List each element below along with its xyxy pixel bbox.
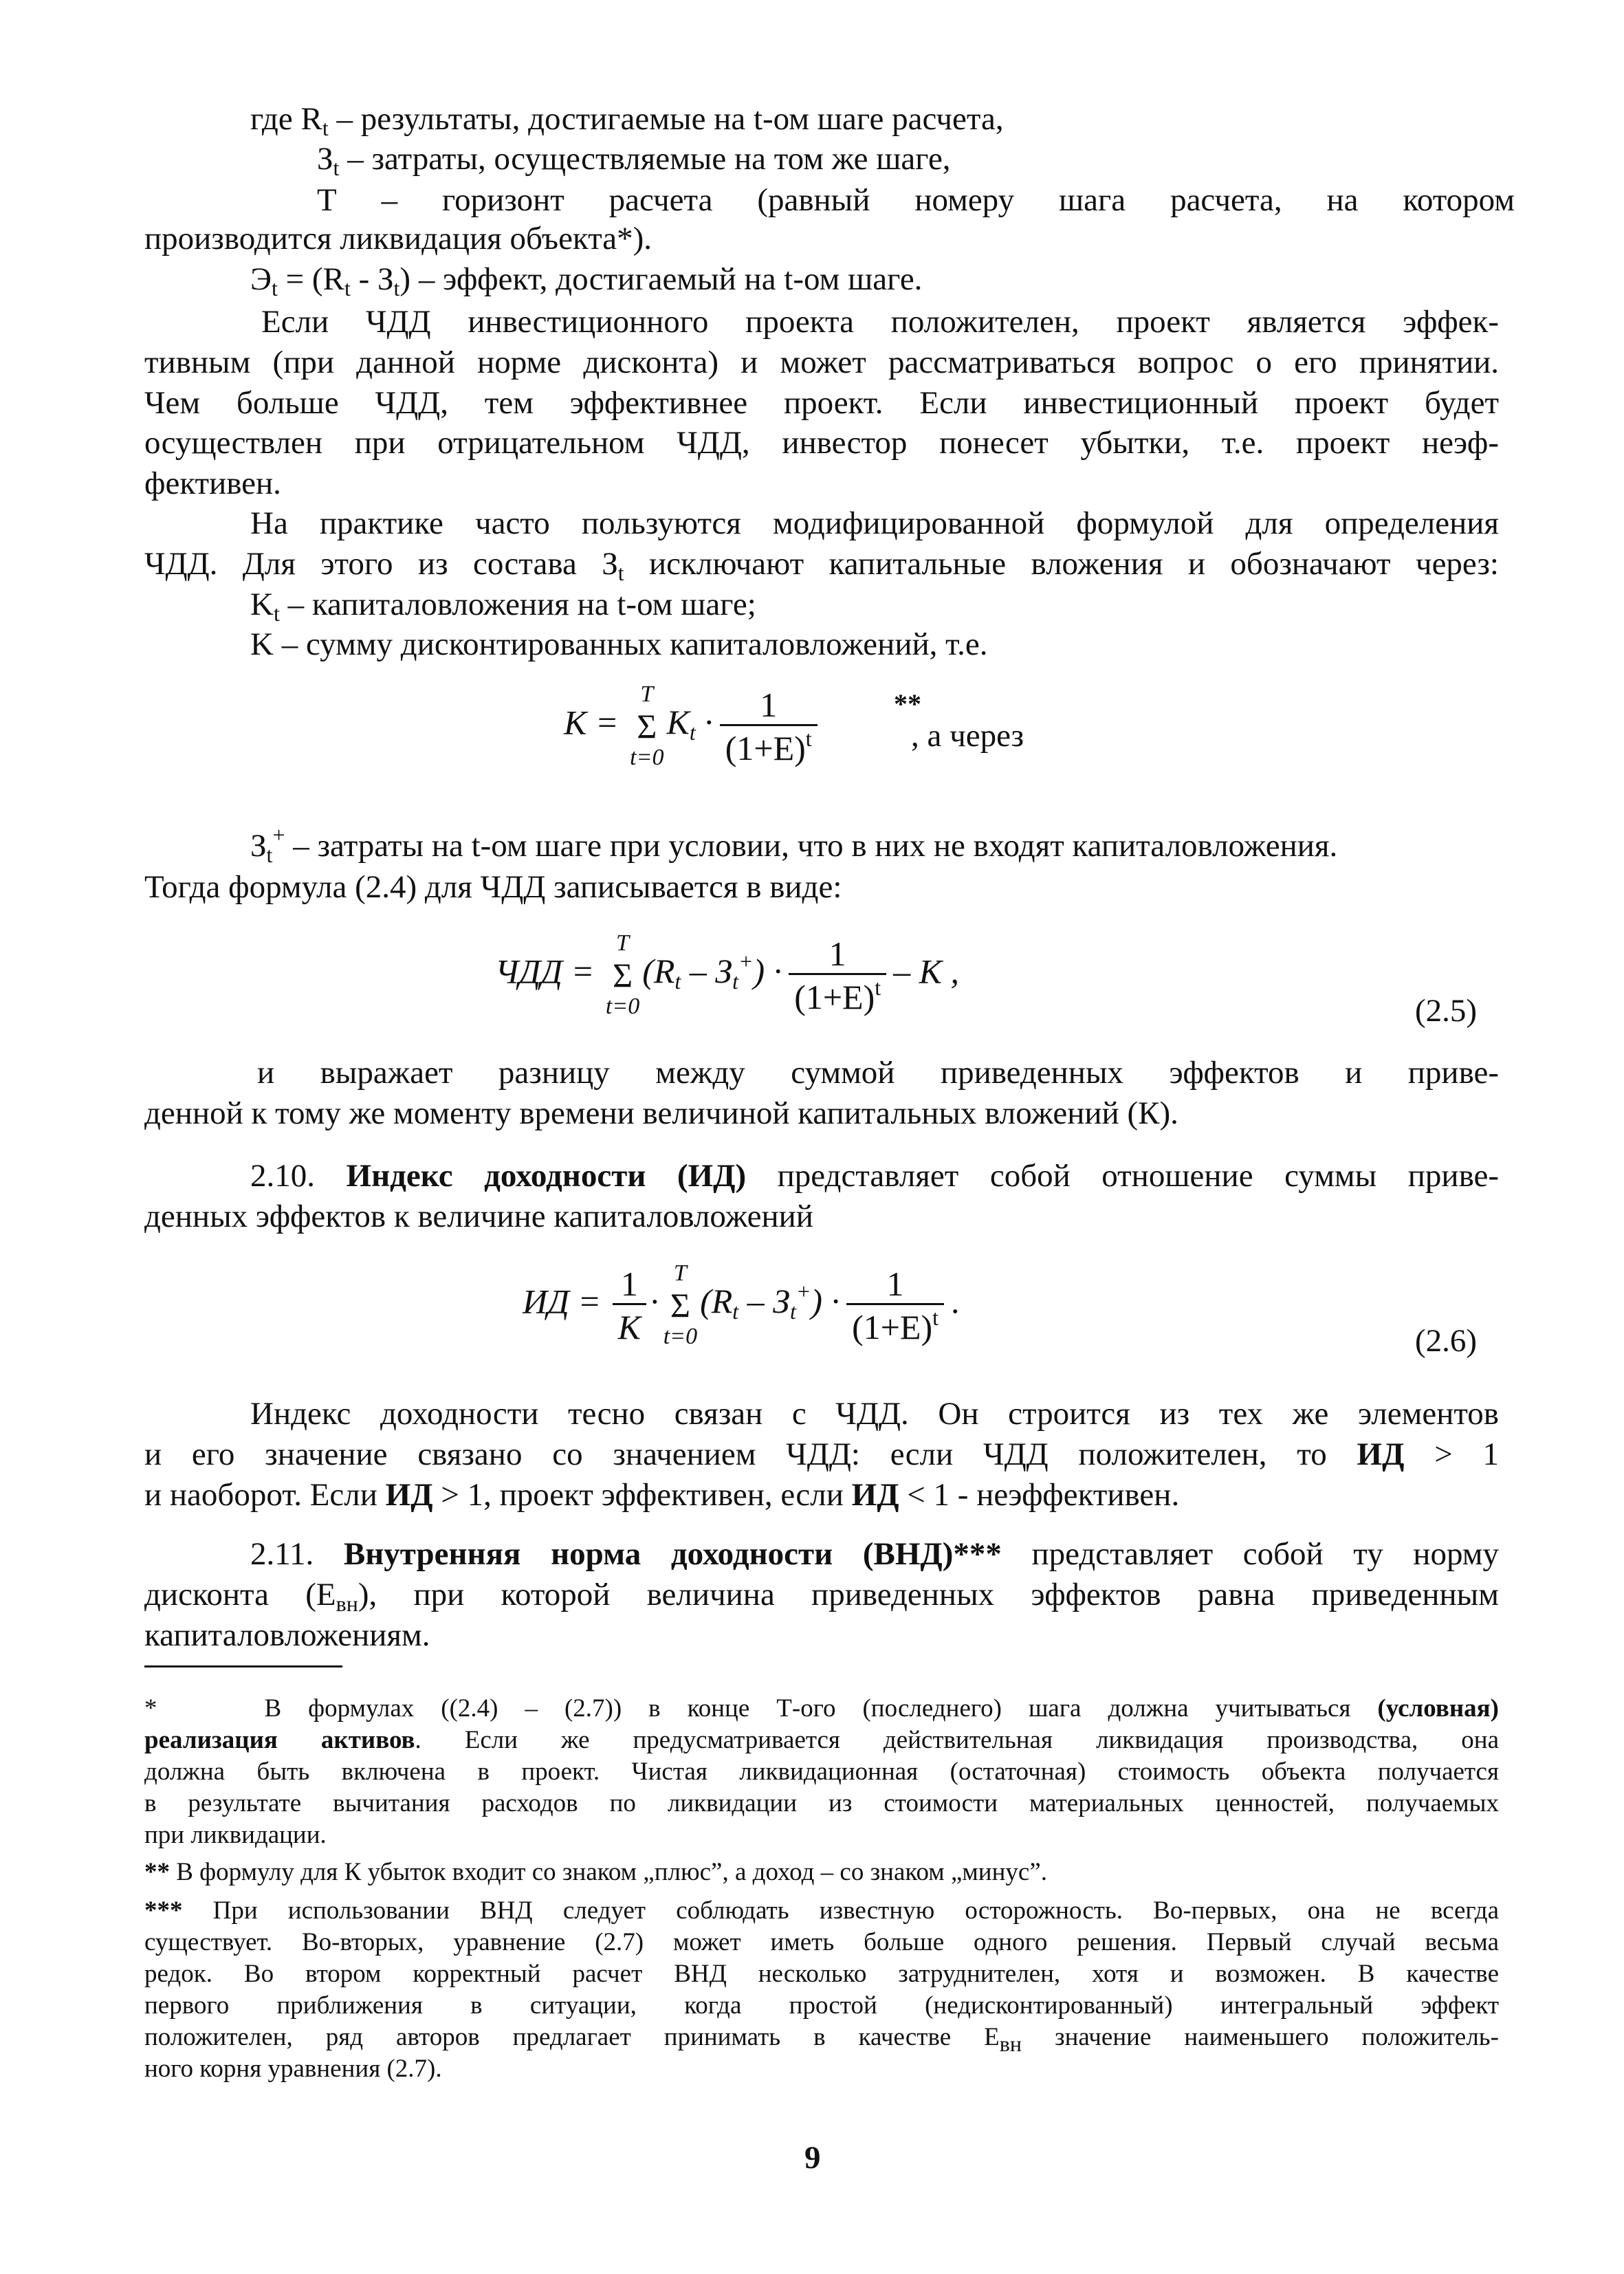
footnote-1-line: реализация активов. Если же предусматривается действительная ликвидация производства, она: [144, 1726, 1499, 1754]
para3-line: Тогда формула (2.4) для ЧДД записывается в виде:: [144, 869, 842, 905]
para2-line: K – сумму дисконтированных капиталовложений, т.е.: [250, 626, 988, 662]
para5-line: 2.10. Индекс доходности (ИД) представляет собой отношение суммы приве-: [250, 1158, 1499, 1194]
sum-symbol: T Σ t=0: [630, 681, 664, 770]
para6-line: и его значение связано со значением ЧДД: если ЧДД положителен, то ИД > 1: [144, 1436, 1499, 1472]
para1-line: фективен.: [144, 466, 281, 501]
footnote-3-line: *** При использовании ВНД следует соблюдать известную осторожность. Во-первых, она не всегда: [144, 1896, 1499, 1925]
footnote-1-line: * В формулах ((2.4) – (2.7)) в конце Т-ого (последнего) шага должна учитываться (условная): [144, 1694, 1499, 1723]
para1-line: тивным (при данной норме дисконта) и может рассматриваться вопрос о его принятии.: [144, 345, 1499, 380]
def-line-effect: $Э_t = (R_t - З_t)$ – эффект, достигаемый на t-ом шаге.: [250, 261, 923, 300]
para7-line: 2.11. Внутренняя норма доходности (ВНД)*** представляет собой ту норму: [250, 1536, 1499, 1572]
def-line-liquidation: производится ликвидация объекта*).: [144, 221, 652, 256]
page-number: 9: [804, 2140, 821, 2176]
footnote-3-line: существует. Во-вторых, уравнение (2.7) может иметь больше одного решения. Первый случай весьма: [144, 1928, 1499, 1956]
def-line-horizon: Т – горизонт расчета (равный номеру шага расчета, на котором: [317, 182, 1515, 218]
footnote-2: ** В формулу для К убыток входит со знаком „плюс”, а доход – со знаком „минус”.: [144, 1858, 1047, 1886]
para6-line: Индекс доходности тесно связан с ЧДД. Он строится из тех же элементов: [250, 1396, 1499, 1432]
formula-k-term: $K_t$ ·: [666, 703, 713, 745]
equation-number: (2.6): [1415, 1323, 1478, 1359]
footnote-3-line: редок. Во втором корректный расчет ВНД несколько затруднителен, хотя и возможен. В качестве: [144, 1960, 1499, 1988]
para2-line: $K_t$ – капиталовложения на t-ом шаге;: [250, 587, 756, 626]
sum-symbol: T Σ t=0: [663, 1260, 698, 1349]
sum-symbol: T Σ t=0: [605, 930, 640, 1019]
para3-line: $З_t^+$ – затраты на t-ом шаге при условии, что в них не входят капиталовложения.: [250, 822, 1338, 867]
equation-number: (2.5): [1415, 993, 1478, 1029]
footnote-3-line: ного корня уравнения (2.7).: [144, 2055, 442, 2083]
formula-k-tail: , а через: [911, 718, 1024, 754]
footnote-1-line: в результате вычитания расходов по ликвидации из стоимости материальных ценностей, получаемых: [144, 1789, 1499, 1817]
fraction: $\frac{1}{(1+E)^t}$: [846, 1265, 944, 1346]
fraction: $\frac{1}{(1+E)^t}$: [789, 934, 886, 1016]
footnote-1-line: при ликвидации.: [144, 1821, 327, 1849]
footnote-divider: [144, 1665, 342, 1668]
para4-line: денной к тому же моменту времени величиной капитальных вложений (К).: [144, 1095, 1178, 1131]
formula-2-6: ИД = $\frac{1}{K}$ · T Σ t=0 $(R_t - З_t^+)$ · $\frac{1}{(1+E)^t}$ .: [523, 1260, 960, 1349]
para1-line: осуществлен при отрицательном ЧДД, инвестор понесет убытки, т.е. проект неэф-: [144, 425, 1499, 461]
formula-k-lhs: K =: [564, 703, 628, 742]
def-line-costs: $З_t$ – затраты, осуществляемые на том же шаге,: [317, 141, 951, 180]
para4-line: и выражает разницу между суммой приведенных эффектов и приве-: [257, 1055, 1499, 1091]
para2-line: На практике часто пользуются модифицированной формулой для определения: [250, 505, 1499, 541]
para7-line: дисконта $(Е_{вн})$, при которой величина приведенных эффектов равна приведенным: [144, 1577, 1499, 1616]
para1-line: Если ЧДД инвестиционного проекта положителен, проект является эффек-: [261, 304, 1499, 340]
para1-line: Чем больше ЧДД, тем эффективнее проект. Если инвестиционный проект будет: [144, 385, 1499, 421]
para2-line: ЧДД. Для этого из состава $З_t$ исключают капитальные вложения и обозначают через:: [144, 546, 1499, 585]
formula-k: [564, 681, 824, 772]
formula-2-5: ЧДД = T Σ t=0 $(R_t - З_t^+)$ · $\frac{1}{(1+E)^t}$ – K ,: [495, 930, 959, 1019]
para5-line: денных эффектов к величине капиталовложений: [144, 1199, 813, 1234]
fraction: $\frac{1}{K}$: [613, 1265, 646, 1346]
formula-k-footnote-mark: **: [894, 688, 921, 719]
def-line-results: где $R_t$ – результаты, достигаемые на t-ом шаге расчета,: [250, 101, 1004, 140]
footnote-3-line: первого приближения в ситуации, когда простой (недисконтированный) интегральный эффект: [144, 1991, 1499, 2020]
para7-line: капиталовложениям.: [144, 1617, 430, 1653]
footnote-3-line: положителен, ряд авторов предлагает принимать в качестве $Е_{вн}$ значение наименьшего положитель-: [144, 2023, 1499, 2056]
footnote-1-line: должна быть включена в проект. Чистая ликвидационная (остаточная) стоимость объекта получается: [144, 1758, 1499, 1786]
fraction: $\frac{1}{(1+E)^t}$: [720, 686, 818, 767]
para6-line: и наоборот. Если ИД > 1, проект эффективен, если ИД < 1 - неэффективен.: [144, 1477, 1180, 1513]
